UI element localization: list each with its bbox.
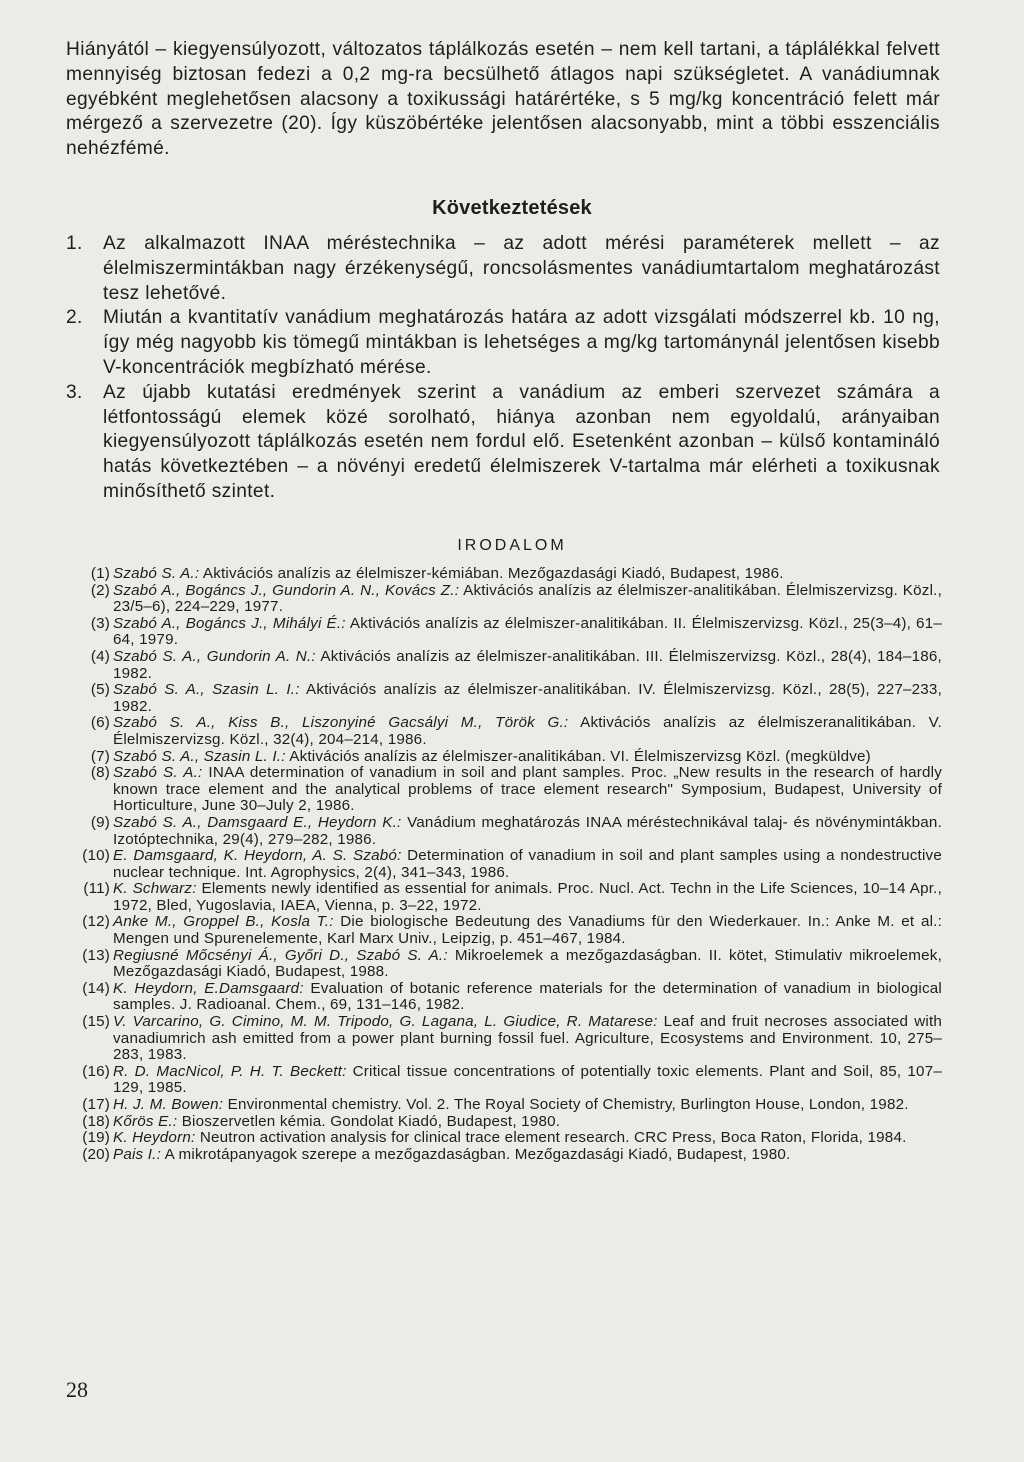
reference-item <box>66 948 942 981</box>
reference-authors: Szabó S. A.: <box>113 565 200 582</box>
reference-authors: K. Heydorn: <box>113 1129 196 1147</box>
reference-text: Aktivációs analízis az élelmiszer-analitikában. II. Élelmiszervizsg. Közl., 25(3–4), 61–64, 1979. <box>113 614 943 649</box>
reference-text: Aktivációs analízis az élelmiszer-kémiában. Mezőgazdasági Kiadó, Budapest, 1986. <box>202 565 784 582</box>
reference-text: INAA determination of vanadium in soil and plant samples. Proc. „New results in the research of hardly known trace element and the analytical problems of trace element research" Symposium, Budapest, University of Horticulture, June 30–July 2, 1986. <box>113 764 943 815</box>
reference-number: (20) <box>82 1145 110 1163</box>
conclusion-text: Miután a kvantitatív vanádium meghatározás határa az adott vizsgálati módszerrel kb. 10 ng, így még nagyobb kis tömegű mintákban is lehetséges a mg/kg tartománynál jelentősen kisebb V-koncentrációk megbízható mérése. <box>103 307 940 378</box>
reference-item <box>66 749 942 766</box>
reference-text: Evaluation of botanic reference materials for the determination of vanadium in biological samples. J. Radioanal. Chem., 69, 131–146, 1982. <box>113 979 942 1014</box>
reference-number: (9) <box>90 813 110 831</box>
reference-item <box>66 981 942 1014</box>
reference-number: (14) <box>82 979 110 997</box>
conclusion-number: 3. <box>66 381 83 403</box>
reference-text: Vanádium meghatározás INAA méréstechnikával talaj- és növénymintákban. Izotóptechnika, 29(4), 279–282, 1986. <box>113 813 942 848</box>
reference-number: (15) <box>82 1013 110 1031</box>
reference-authors: K. Schwarz: <box>113 880 197 898</box>
reference-authors: Szabó S. A., Gundorin A. N.: <box>113 647 316 665</box>
reference-text: Leaf and fruit necroses associated with vanadiumrich ash emitted from a power plant burning fossil fuel. Agriculture, Ecosystems and Environment. 10, 275–283, 1983. <box>113 1013 943 1064</box>
conclusion-item <box>66 306 940 380</box>
reference-item <box>66 1130 942 1147</box>
conclusion-item <box>66 381 940 505</box>
reference-text: Aktivációs analízis az élelmiszer-analitikában. VI. Élelmiszervizsg Közl. (megküldve) <box>289 747 871 765</box>
reference-number: (7) <box>90 747 110 765</box>
intro-paragraph: Hiányától – kiegyensúlyozott, változatos táplálkozás esetén – nem kell tartani, a táplálékkal felvett mennyiség biztosan fedezi a 0,2 mg-ra becsülhető átlagos napi szükségletet. A vanádiumnak egyébként meglehetősen alacsony a toxikussági határértéke, s 5 mg/kg koncentráció felett már mérgező a szervezetre (20). Így küszöbértéke jelentősen alacsonyabb, mint a többi esszenciális nehézfémé. <box>66 39 940 160</box>
reference-authors: V. Varcarino, G. Cimino, M. M. Tripodo, G. Lagana, L. Giudice, R. Matarese: <box>113 1013 658 1031</box>
reference-text: Determination of vanadium in soil and plant samples using a nondestructive nuclear technique. Int. Agrophysics, 2(4), 341–343, 1986. <box>113 847 942 881</box>
reference-number: (8) <box>90 764 110 782</box>
reference-number: (10) <box>82 847 110 865</box>
reference-item <box>66 848 942 881</box>
reference-text: Critical tissue concentrations of potentially toxic elements. Plant and Soil, 85, 107–129, 1985. <box>113 1062 942 1097</box>
conclusion-number: 1. <box>66 233 83 254</box>
reference-text: Aktivációs analízis az élelmiszer-analitikában. Élelmiszervizsg. Közl., 23/5–6), 224–229, 1977. <box>113 581 942 616</box>
reference-item <box>66 1097 942 1114</box>
reference-number: (5) <box>90 681 110 699</box>
reference-item <box>66 682 942 715</box>
conclusion-item <box>66 232 940 306</box>
conclusions-list <box>66 232 940 505</box>
reference-number: (12) <box>82 913 110 931</box>
reference-authors: Szabó A., Bogáncs J., Mihályi É.: <box>113 614 346 632</box>
reference-item <box>66 765 942 815</box>
reference-item <box>66 1114 942 1131</box>
reference-authors: Regiusné Mőcsényi Á., Győri D., Szabó S. A.: <box>113 946 448 964</box>
reference-item <box>66 815 942 848</box>
page-number: 28 <box>66 1377 88 1402</box>
conclusion-text: Az alkalmazott INAA méréstechnika – az adott mérési paraméterek mellett – az élelmiszermintákban nagy érzékenységű, roncsolásmentes vanádiumtartalom meghatározást tesz lehetővé. <box>103 233 940 304</box>
reference-number: (4) <box>90 647 110 665</box>
reference-authors: Szabó A., Bogáncs J., Gundorin A. N., Kovács Z.: <box>113 581 460 599</box>
reference-text: Environmental chemistry. Vol. 2. The Royal Society of Chemistry, Burlington House, London, 1982. <box>227 1096 909 1113</box>
reference-number: (13) <box>82 946 110 964</box>
reference-text: Aktivációs analízis az élelmiszer-analitikában. III. Élelmiszervizsg. Közl., 28(4), 184–186, 1982. <box>113 647 942 682</box>
reference-text: Elements newly identified as essential for animals. Proc. Nucl. Act. Techn in the Life Sciences, 10–14 Apr., 1972, Bled, Yugoslavia, IAEA, Vienna, p. 3–22, 1972. <box>113 880 943 914</box>
references-list <box>66 566 942 1163</box>
reference-item <box>66 583 942 616</box>
reference-authors: Szabó S. A., Szasin L. I.: <box>113 681 300 699</box>
conclusions-heading: Következtetések <box>432 197 592 219</box>
reference-authors: Szabó S. A., Damsgaard E., Heydorn K.: <box>113 813 402 831</box>
reference-number: (1) <box>90 565 110 582</box>
reference-number: (2) <box>90 581 110 599</box>
reference-authors: Pais I.: <box>113 1145 162 1163</box>
reference-authors: R. D. MacNicol, P. H. T. Beckett: <box>113 1062 347 1080</box>
reference-number: (3) <box>90 614 110 632</box>
reference-text: Die biologische Bedeutung des Vanadiums für den Wiederkauer. In.: Anke M. et al.: Mengen und Spurenelemente, Karl Marx Univ., Leipzig, p. 451–467, 1984. <box>113 913 943 948</box>
reference-number: (6) <box>90 714 110 732</box>
reference-item <box>66 881 942 914</box>
reference-authors: Kőrös E.: <box>113 1112 178 1130</box>
reference-authors: H. J. M. Bowen: <box>113 1096 224 1113</box>
reference-item <box>66 1064 942 1097</box>
references-heading: IRODALOM <box>457 537 567 554</box>
reference-authors: Szabó S. A.: <box>113 764 203 782</box>
reference-number: (16) <box>82 1062 110 1080</box>
conclusion-text: Az újabb kutatási eredmények szerint a vanádium az emberi szervezet számára a létfontosságú elemek közé sorolható, hiánya azonban nem egyoldalú, arányaiban kiegyensúlyozott táplálkozás esetén nem fordul elő. Esetenként azonban – külső kontamináló hatás következtében – a növényi eredetű élelmiszerek V-tartalma már elérheti a toxikusnak minősíthető szintet. <box>103 381 940 502</box>
reference-text: Aktivációs analízis az élelmiszer-analitikában. IV. Élelmiszervizsg. Közl., 28(5), 227–233, 1982. <box>113 681 942 715</box>
reference-item <box>66 1147 942 1164</box>
reference-item <box>66 914 942 947</box>
reference-item <box>66 649 942 682</box>
reference-authors: Szabó S. A., Kiss B., Liszonyiné Gacsályi M., Török G.: <box>113 714 569 732</box>
reference-number: (19) <box>82 1129 110 1147</box>
reference-authors: Szabó S. A., Szasin L. I.: <box>113 747 286 765</box>
reference-number: (17) <box>82 1096 110 1113</box>
reference-text: Aktivációs analízis az élelmiszeranalitikában. V. Élelmiszervizsg. Közl., 32(4), 204–214, 1986. <box>113 714 942 748</box>
reference-text: Neutron activation analysis for clinical trace element research. CRC Press, Boca Raton, Florida, 1984. <box>199 1129 907 1147</box>
reference-number: (18) <box>82 1112 110 1130</box>
conclusion-number: 2. <box>66 307 83 329</box>
reference-item <box>66 566 942 583</box>
reference-text: A mikrotápanyagok szerepe a mezőgazdaságban. Mezőgazdasági Kiadó, Budapest, 1980. <box>164 1145 791 1163</box>
reference-text: Bioszervetlen kémia. Gondolat Kiadó, Budapest, 1980. <box>181 1112 561 1130</box>
reference-authors: E. Damsgaard, K. Heydorn, A. S. Szabó: <box>113 847 402 865</box>
reference-authors: Anke M., Groppel B., Kosla T.: <box>113 913 334 931</box>
reference-authors: K. Heydorn, E.Damsgaard: <box>113 979 304 997</box>
reference-item <box>66 1014 942 1064</box>
reference-text: Mikroelemek a mezőgazdaságban. II. kötet, Stimulativ mikroelemek, Mezőgazdasági Kiadó, Budapest, 1988. <box>113 946 942 981</box>
reference-item <box>66 715 942 748</box>
reference-item <box>66 616 942 649</box>
reference-number: (11) <box>83 880 110 898</box>
